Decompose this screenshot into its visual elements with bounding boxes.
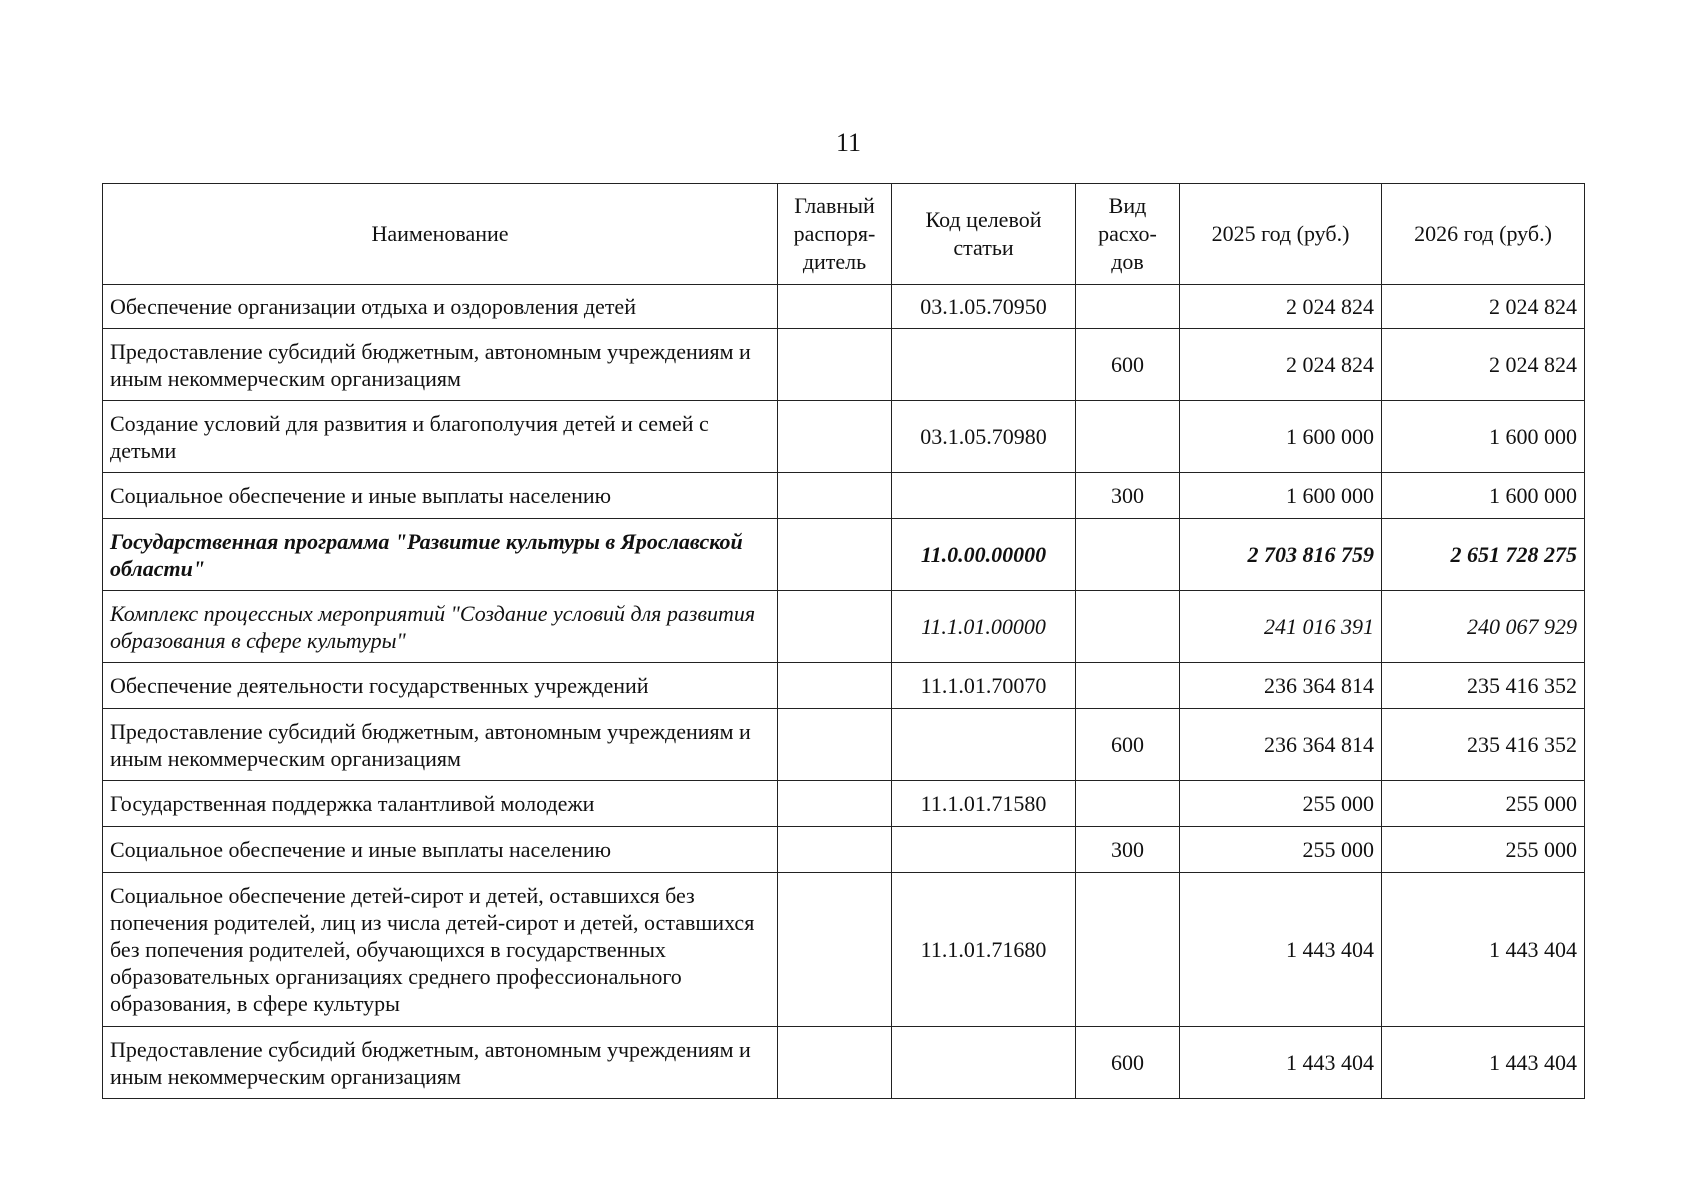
cell-expense-type — [1076, 401, 1180, 473]
header-2026: 2026 год (руб.) — [1382, 184, 1585, 285]
cell-2025: 2 703 816 759 — [1180, 519, 1382, 591]
cell-expense-type — [1076, 873, 1180, 1027]
table-row — [103, 285, 1585, 329]
cell-expense-type: 600 — [1076, 329, 1180, 401]
cell-expense-type — [1076, 663, 1180, 709]
cell-name: Социальное обеспечение и иные выплаты населению — [103, 473, 778, 519]
cell-expense-type — [1076, 285, 1180, 329]
cell-2026: 235 416 352 — [1382, 709, 1585, 781]
table-body — [103, 285, 1585, 1099]
cell-name: Государственная поддержка талантливой молодежи — [103, 781, 778, 827]
table-row — [103, 519, 1585, 591]
cell-manager — [778, 663, 892, 709]
cell-code: 03.1.05.70950 — [892, 285, 1076, 329]
cell-2026: 255 000 — [1382, 827, 1585, 873]
cell-2025: 1 443 404 — [1180, 873, 1382, 1027]
header-row — [103, 184, 1585, 285]
cell-manager — [778, 591, 892, 663]
cell-expense-type: 300 — [1076, 827, 1180, 873]
table-row — [103, 473, 1585, 519]
cell-manager — [778, 473, 892, 519]
cell-2025: 2 024 824 — [1180, 285, 1382, 329]
cell-2025: 255 000 — [1180, 781, 1382, 827]
cell-code — [892, 329, 1076, 401]
table-row — [103, 1027, 1585, 1099]
table-row — [103, 329, 1585, 401]
cell-expense-type: 600 — [1076, 1027, 1180, 1099]
cell-2025: 255 000 — [1180, 827, 1382, 873]
cell-2026: 240 067 929 — [1382, 591, 1585, 663]
header-2025: 2025 год (руб.) — [1180, 184, 1382, 285]
cell-name: Социальное обеспечение и иные выплаты населению — [103, 827, 778, 873]
cell-expense-type: 600 — [1076, 709, 1180, 781]
table-row — [103, 873, 1585, 1027]
cell-code: 11.1.01.70070 — [892, 663, 1076, 709]
cell-2025: 1 443 404 — [1180, 1027, 1382, 1099]
cell-name: Социальное обеспечение детей-сирот и детей, оставшихся без попечения родителей, лиц из числа детей-сирот и детей, оставшихся без попечения родителей, обучающихся в государственных образовательных организациях среднего профессионального образования, в сфере культуры — [103, 873, 778, 1027]
cell-manager — [778, 873, 892, 1027]
cell-2025: 2 024 824 — [1180, 329, 1382, 401]
header-manager: Главный распоря-дитель — [778, 184, 892, 285]
cell-2026: 1 600 000 — [1382, 473, 1585, 519]
cell-manager — [778, 709, 892, 781]
cell-code: 11.1.01.00000 — [892, 591, 1076, 663]
cell-2026: 1 443 404 — [1382, 1027, 1585, 1099]
table-row — [103, 401, 1585, 473]
cell-name: Предоставление субсидий бюджетным, автономным учреждениям и иным некоммерческим организациям — [103, 329, 778, 401]
cell-code — [892, 473, 1076, 519]
header-name: Наименование — [103, 184, 778, 285]
cell-name: Обеспечение организации отдыха и оздоровления детей — [103, 285, 778, 329]
cell-code: 11.1.01.71680 — [892, 873, 1076, 1027]
cell-manager — [778, 827, 892, 873]
cell-2025: 236 364 814 — [1180, 663, 1382, 709]
cell-2025: 241 016 391 — [1180, 591, 1382, 663]
budget-table — [102, 183, 1585, 1099]
cell-2026: 2 024 824 — [1382, 285, 1585, 329]
cell-manager — [778, 1027, 892, 1099]
cell-code: 03.1.05.70980 — [892, 401, 1076, 473]
cell-code — [892, 827, 1076, 873]
cell-2026: 1 600 000 — [1382, 401, 1585, 473]
table-row — [103, 709, 1585, 781]
cell-name: Создание условий для развития и благополучия детей и семей с детьми — [103, 401, 778, 473]
cell-manager — [778, 401, 892, 473]
cell-code: 11.0.00.00000 — [892, 519, 1076, 591]
cell-expense-type — [1076, 781, 1180, 827]
cell-2026: 235 416 352 — [1382, 663, 1585, 709]
table-row — [103, 591, 1585, 663]
table-row — [103, 663, 1585, 709]
cell-code — [892, 709, 1076, 781]
cell-manager — [778, 329, 892, 401]
cell-manager — [778, 781, 892, 827]
cell-2025: 236 364 814 — [1180, 709, 1382, 781]
cell-manager — [778, 285, 892, 329]
cell-code — [892, 1027, 1076, 1099]
header-expense-type: Вид расхо-дов — [1076, 184, 1180, 285]
cell-name: Предоставление субсидий бюджетным, автономным учреждениям и иным некоммерческим организациям — [103, 709, 778, 781]
cell-code: 11.1.01.71580 — [892, 781, 1076, 827]
cell-name: Предоставление субсидий бюджетным, автономным учреждениям и иным некоммерческим организациям — [103, 1027, 778, 1099]
cell-name: Государственная программа "Развитие культуры в Ярославской области" — [103, 519, 778, 591]
cell-manager — [778, 519, 892, 591]
cell-expense-type: 300 — [1076, 473, 1180, 519]
cell-2026: 255 000 — [1382, 781, 1585, 827]
cell-2026: 2 024 824 — [1382, 329, 1585, 401]
table-row — [103, 827, 1585, 873]
cell-expense-type — [1076, 591, 1180, 663]
header-code: Код целевой статьи — [892, 184, 1076, 285]
cell-name: Комплекс процессных мероприятий "Создание условий для развития образования в сфере культуры" — [103, 591, 778, 663]
cell-name: Обеспечение деятельности государственных учреждений — [103, 663, 778, 709]
cell-expense-type — [1076, 519, 1180, 591]
cell-2026: 2 651 728 275 — [1382, 519, 1585, 591]
cell-2026: 1 443 404 — [1382, 873, 1585, 1027]
cell-2025: 1 600 000 — [1180, 401, 1382, 473]
table-row — [103, 781, 1585, 827]
page-number: 11 — [835, 128, 862, 157]
cell-2025: 1 600 000 — [1180, 473, 1382, 519]
